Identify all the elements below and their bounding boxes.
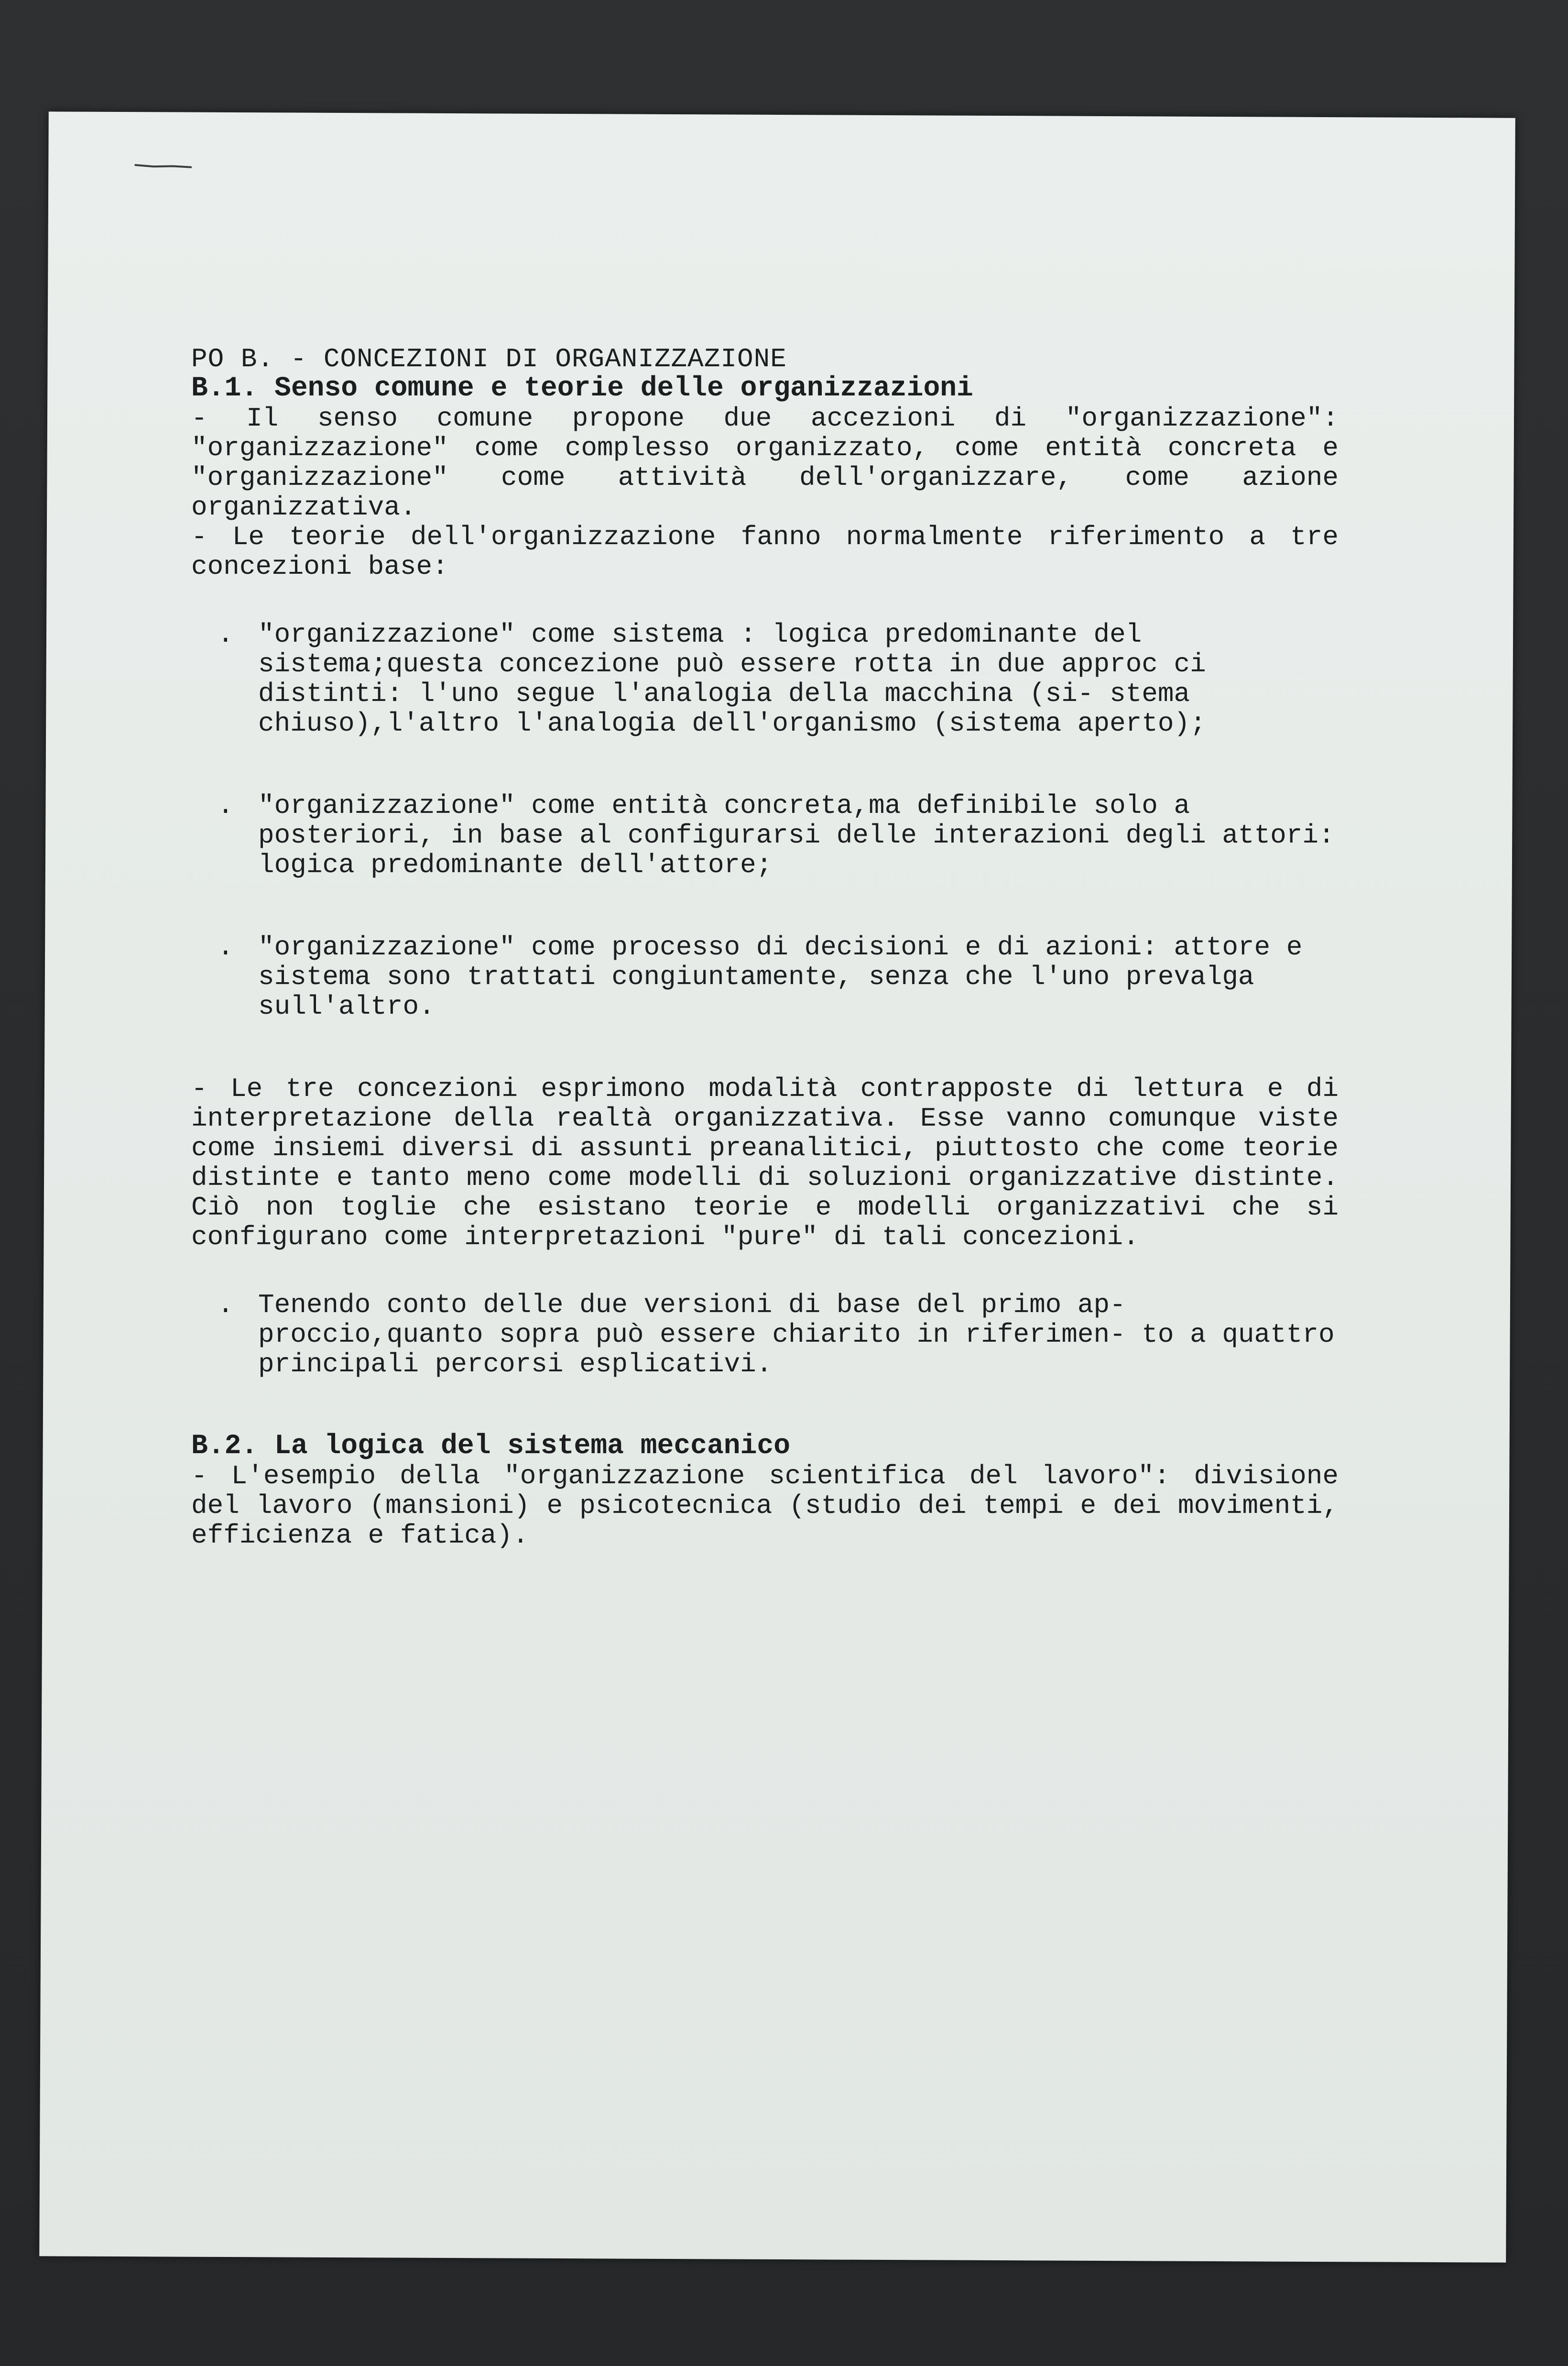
- list-item-text: "organizzazione" come sistema : logica predominante del sistema;questa concezione può essere rotta in due approc ci distinti: l'uno segue l'analogia della macchina (si- stema chiuso),l'altro l'analogia dell'organismo (sistema aperto);: [258, 619, 1206, 739]
- bullet-dot: .: [218, 619, 234, 650]
- bullet-dot: .: [218, 932, 234, 963]
- bullet-dot: .: [218, 790, 234, 821]
- section-title-b1: B.1. Senso comune e teorie delle organizzazioni: [191, 373, 973, 404]
- paragraph-b2-1: - L'esempio della "organizzazione scientifica del lavoro": divisione del lavoro (mansioni) e psicotecnica (studio dei tempi e dei movimenti, efficienza e fatica).: [191, 1461, 1339, 1551]
- bullet-dot: .: [218, 1290, 234, 1320]
- list-item-text: Tenendo conto delle due versioni di base del primo ap- proccio,quanto sopra può essere chiarito in riferimen- to a quattro principali percorsi esplicativi.: [258, 1290, 1335, 1380]
- staple-mark: [134, 162, 192, 169]
- section-title-b2: B.2. La logica del sistema meccanico: [191, 1431, 791, 1462]
- list-item: [191, 1290, 1339, 1379]
- list-item: [191, 932, 1339, 1021]
- paragraph-b1-1: - Il senso comune propone due accezioni di "organizzazione": "organizzazione" come complesso organizzato, come entità concreta e "organizzazione" come attività dell'organizzare, come azione organizzativa.: [191, 403, 1339, 523]
- list-item-text: "organizzazione" come processo di decisioni e di azioni: attore e sistema sono trattati congiuntamente, senza che l'uno prevalga sull'altro.: [258, 932, 1303, 1022]
- part-heading: PO B. - CONCEZIONI DI ORGANIZZAZIONE: [191, 344, 787, 374]
- list-item: [191, 620, 1339, 738]
- document-content: [191, 344, 1339, 1550]
- paragraph-b1-2: - Le teorie dell'organizzazione fanno normalmente riferimento a tre concezioni base:: [191, 522, 1339, 582]
- list-item-text: "organizzazione" come entità concreta,ma definibile solo a posteriori, in base al configurarsi delle interazioni degli attori: logica predominante dell'attore;: [258, 790, 1335, 880]
- paragraph-b1-3: - Le tre concezioni esprimono modalità contrapposte di lettura e di interpretazione della realtà organizzativa. Esse vanno comunque viste come insiemi diversi di assunti preanalitici, piuttosto che come teorie distinte e tanto meno come modelli di soluzioni organizzative distinte. Ciò non toglie che esistano teorie e modelli organizzativi che si configurano come interpretazioni "pure" di tali concezioni.: [191, 1073, 1339, 1252]
- final-note-list: [191, 1290, 1339, 1379]
- concepts-list: [191, 620, 1339, 1021]
- list-item: [191, 791, 1339, 880]
